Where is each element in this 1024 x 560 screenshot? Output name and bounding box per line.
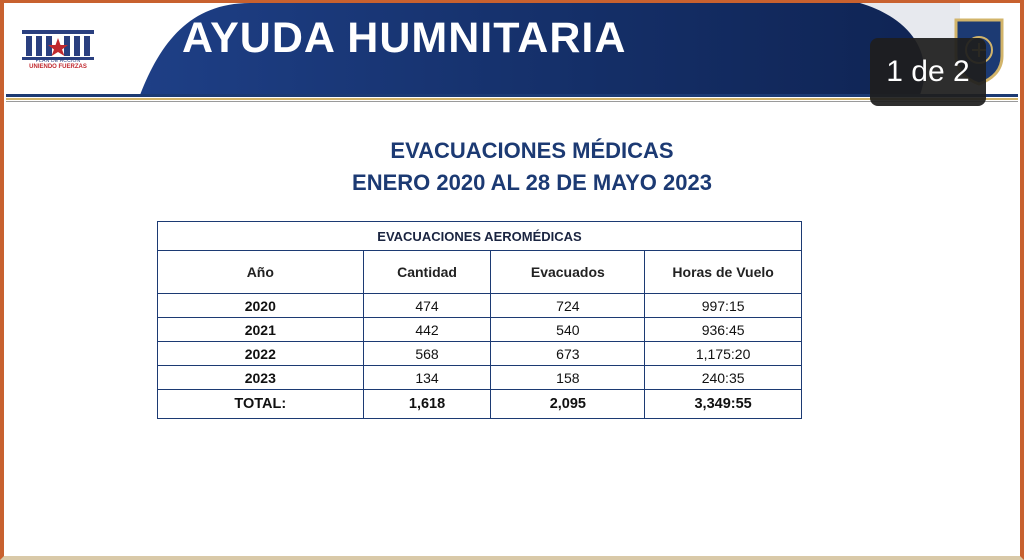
- table-caption: EVACUACIONES AEROMÉDICAS: [158, 222, 802, 251]
- column-header-year: Año: [158, 251, 364, 294]
- cell-flight-hours: 240:35: [645, 366, 802, 390]
- section-date-range: ENERO 2020 AL 28 DE MAYO 2023: [352, 170, 712, 195]
- column-header-quantity: Cantidad: [363, 251, 491, 294]
- cell-year: 2020: [158, 294, 364, 318]
- cell-evacuated: 540: [491, 318, 645, 342]
- header-divider: [6, 94, 1018, 102]
- table-total-row: [158, 390, 802, 419]
- total-quantity: 1,618: [363, 390, 491, 419]
- table-row: [158, 342, 802, 366]
- table-row: [158, 318, 802, 342]
- cell-year: 2023: [158, 366, 364, 390]
- evacuations-table: [157, 221, 802, 419]
- page-title: AYUDA HUMNITARIA: [182, 14, 627, 62]
- cell-evacuated: 673: [491, 342, 645, 366]
- table-row: [158, 294, 802, 318]
- cell-flight-hours: 936:45: [645, 318, 802, 342]
- column-header-flight-hours: Horas de Vuelo: [645, 251, 802, 294]
- column-header-evacuated: Evacuados: [491, 251, 645, 294]
- cell-evacuated: 158: [491, 366, 645, 390]
- section-title: EVACUACIONES MÉDICAS: [390, 138, 674, 163]
- cell-quantity: 474: [363, 294, 491, 318]
- cell-quantity: 568: [363, 342, 491, 366]
- total-label: TOTAL:: [158, 390, 364, 419]
- cell-quantity: 134: [363, 366, 491, 390]
- cell-flight-hours: 997:15: [645, 294, 802, 318]
- page-indicator-badge: 1 de 2: [870, 38, 986, 106]
- total-evacuated: 2,095: [491, 390, 645, 419]
- cell-evacuated: 724: [491, 294, 645, 318]
- table-header-row: [158, 251, 802, 294]
- table-row: [158, 366, 802, 390]
- cell-quantity: 442: [363, 318, 491, 342]
- table-caption-row: [158, 222, 802, 251]
- cell-year: 2021: [158, 318, 364, 342]
- cell-flight-hours: 1,175:20: [645, 342, 802, 366]
- cell-year: 2022: [158, 342, 364, 366]
- logo-caption-top: PLAN DE ACCIÓN: [35, 58, 81, 64]
- total-flight-hours: 3,349:55: [645, 390, 802, 419]
- logo-caption-bottom: UNIENDO FUERZAS: [29, 64, 87, 70]
